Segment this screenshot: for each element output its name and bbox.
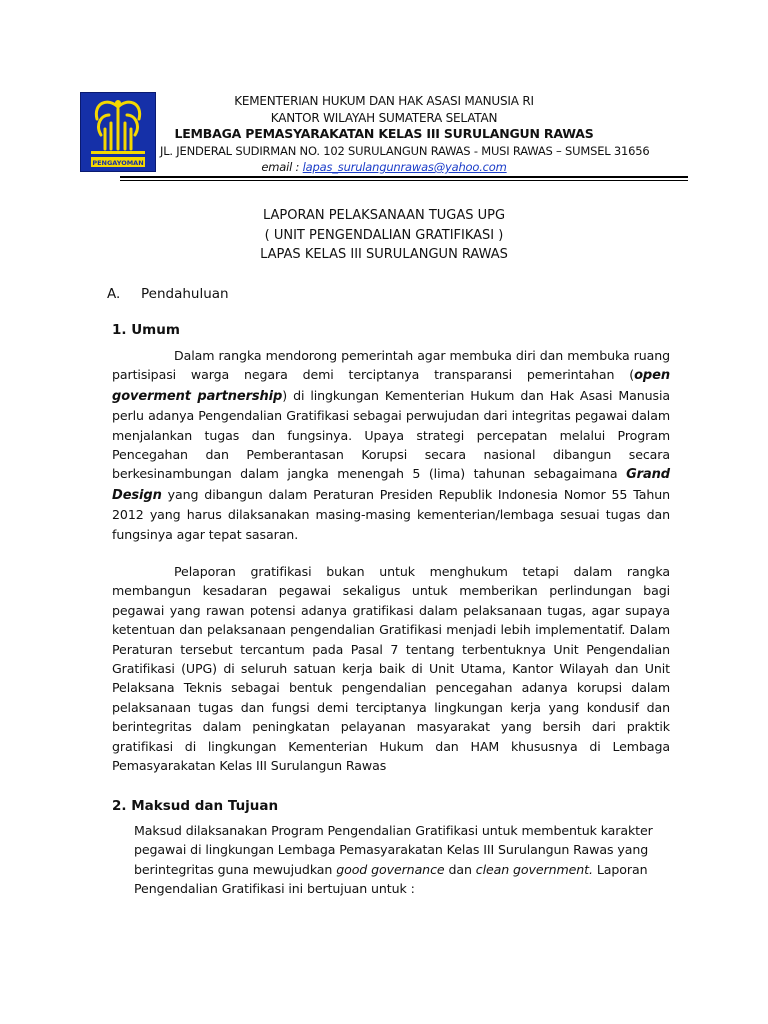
section-a-heading: [107, 286, 229, 302]
paragraph-umum-1: Dalam rangka mendorong pemerintah agar membuka diri dan membuka ruang partisipasi warga negara demi terciptanya transparansi pemerintahan (open goverment partnership) di lingkungan Kementerian Hukum dan Hak Asasi Manusia perlu adanya Pengendalian Gratifikasi sebagai perwujudan dari integritas pegawai dalam menjalankan tugas dan fungsinya. Upaya strategi percepatan melalui Program Pencegahan dan Pemberantasan Korupsi secara nasional dibangun secara berkesinambungan dalam jangka menengah 5 (lima) tahunan sebagaimana Grand Design yang dibangun dalam Peraturan Presiden Republik Indonesia Nomor 55 Tahun 2012 yang harus dilaksanakan masing-masing kementerian/lembaga sesuai tugas dan fungsinya agar tepat sasaran.: [112, 348, 671, 542]
subsection-2-heading: 2. Maksud dan Tujuan: [112, 798, 279, 814]
letterhead-rule-thin: [120, 180, 688, 181]
email-link[interactable]: lapas_surulangunrawas@yahoo.com: [302, 160, 507, 174]
paragraph-umum-2: Pelaporan gratifikasi bukan untuk menghukum tetapi dalam rangka membangun kesadaran pegawai sekaligus untuk memberikan perlindungan bagi pegawai yang rawan potensi adanya gratifikasi dalam pelaksanaan tugas, agar supaya ketentuan dan pelaksanaan pengendalian Gratifikasi menjadi lebih implementatif. Dalam Peraturan tersebut tercantum pada Pasal 7 tentang terbentuknya Unit Pengendalian Gratifikasi (UPG) di seluruh satuan kerja baik di Unit Utama, Kantor Wilayah dan Unit Pelaksana Teknis sebagai bentuk pengendalian pencegahan adanya korupsi dalam pelaksanaan tugas dan fungsi demi terciptanya lingkungan kerja yang kondusif dan berintegritas dalam peningkatan pelayanan masyarakat yang bersih dari praktik gratifikasi di lingkungan Kementerian Hukum dan HAM khususnya di Lembaga Pemasyarakatan Kelas III Surulangun Rawas: [112, 564, 670, 774]
ministry-name: KEMENTERIAN HUKUM DAN HAK ASASI MANUSIA RI: [234, 94, 534, 108]
subsection-1-heading: 1. Umum: [112, 322, 180, 338]
letterhead-rule-thick: [120, 176, 688, 178]
pengayoman-tree-icon: [81, 93, 155, 171]
email-line: [160, 159, 608, 176]
emphasis-open-government: open goverment partnership: [112, 368, 670, 404]
section-letter: A.: [107, 286, 121, 302]
emphasis-grand-design: Grand Design: [112, 467, 670, 503]
letterhead: [160, 93, 650, 176]
report-title: [0, 206, 768, 265]
emphasis-good-governance: good governance: [336, 861, 445, 877]
title-line-2: ( UNIT PENGENDALIAN GRATIFIKASI ): [264, 227, 504, 243]
title-line-3: LAPAS KELAS III SURULANGUN RAWAS: [260, 247, 508, 262]
email-label: email :: [261, 160, 303, 174]
address: JL. JENDERAL SUDIRMAN NO. 102 SURULANGUN RAWAS - MUSI RAWAS – SUMSEL 31656: [160, 143, 650, 158]
title-line-1: LAPORAN PELAKSANAAN TUGAS UPG: [262, 208, 506, 223]
regional-office: KANTOR WILAYAH SUMATERA SELATAN: [270, 110, 498, 125]
emphasis-clean-government: clean government.: [475, 861, 593, 877]
logo-text: PENGAYOMAN: [92, 159, 144, 167]
pengayoman-logo: [80, 92, 156, 172]
paragraph-maksud: Maksud dilaksanakan Program Pengendalian Gratifikasi untuk membentuk karakter pegawai di lingkungan Lembaga Pemasyarakatan Kelas III Surulangun Rawas yang berintegritas guna mewujudkan good governance dan clean government. Laporan Pengendalian Gratifikasi ini bertujuan untuk :: [134, 823, 653, 897]
section-title: Pendahuluan: [141, 286, 229, 302]
institution-name: LEMBAGA PEMASYARAKATAN KELAS III SURULANGUN RAWAS: [174, 126, 594, 141]
